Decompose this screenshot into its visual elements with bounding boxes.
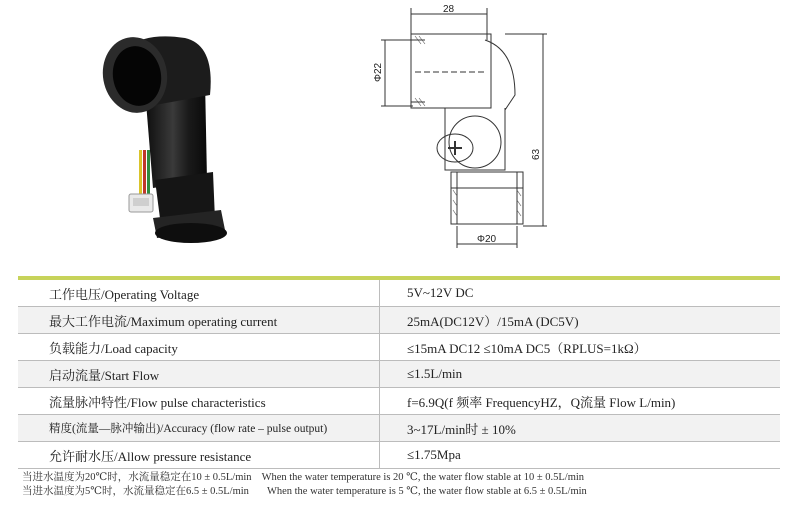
spec-table (18, 276, 780, 469)
footnote-cn: 当进水温度为20℃时，水流量稳定在10 ± 0.5L/min (22, 472, 252, 483)
spec-label: 最大工作电流/Maximum operating current (18, 307, 380, 334)
footnote (22, 485, 587, 499)
dim-right: 63 (531, 148, 542, 160)
table-row (18, 442, 780, 469)
spec-value: f=6.9Q(f 频率 FrequencyHZ，Q流量 Flow L/min) (380, 388, 781, 415)
table-row (18, 388, 780, 415)
footnote-en: When the water temperature is 5 ℃, the water flow stable at 6.5 ± 0.5L/min (266, 486, 587, 497)
spec-label: 工作电压/Operating Voltage (18, 278, 380, 307)
spec-value: 3~17L/min时 ± 10% (380, 415, 781, 442)
dim-bottom: Φ20 (477, 234, 497, 245)
spec-value: 25mA(DC12V）/15mA (DC5V) (380, 307, 781, 334)
table-row (18, 361, 780, 388)
spec-value: ≤15mA DC12 ≤10mA DC5（RPLUS=1kΩ） (380, 334, 781, 361)
table-row (18, 278, 780, 307)
spec-label: 允许耐水压/Allow pressure resistance (18, 442, 380, 469)
spec-value: ≤1.75Mpa (380, 442, 781, 469)
dimension-drawing (355, 0, 555, 262)
spec-value: ≤1.5L/min (380, 361, 781, 388)
dim-left: Φ22 (373, 62, 384, 82)
spec-label: 负载能力/Load capacity (18, 334, 380, 361)
dim-top: 28 (443, 4, 455, 15)
table-row (18, 415, 780, 442)
spec-label: 流量脉冲特性/Flow pulse characteristics (18, 388, 380, 415)
table-row (18, 307, 780, 334)
spec-label: 启动流量/Start Flow (18, 361, 380, 388)
footnote-cn: 当进水温度为5℃时，水流量稳定在6.5 ± 0.5L/min (22, 486, 249, 497)
product-photo (95, 20, 245, 255)
footnote (22, 471, 587, 485)
table-row (18, 334, 780, 361)
spec-label: 精度(流量—脉冲输出)/Accuracy (flow rate – pulse output) (18, 415, 380, 442)
footnotes (22, 471, 587, 499)
footnote-en: When the water temperature is 20 ℃, the water flow stable at 10 ± 0.5L/min (261, 472, 585, 483)
spec-value: 5V~12V DC (380, 278, 781, 307)
